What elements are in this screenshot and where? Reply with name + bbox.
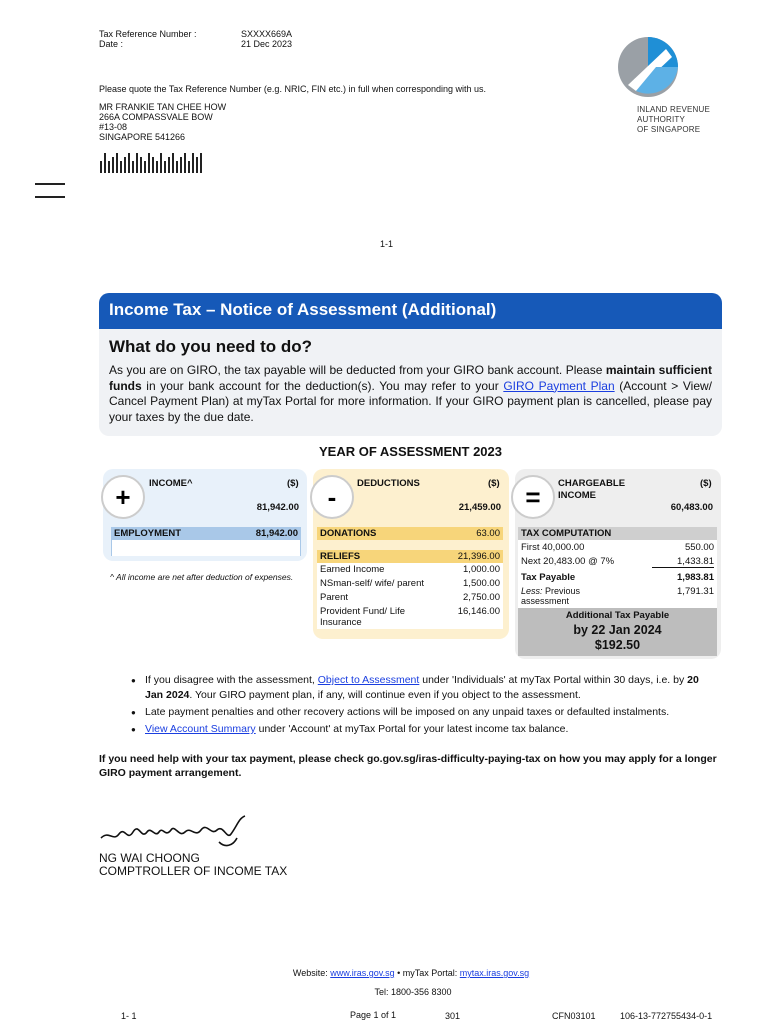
- address-block: [99, 102, 226, 142]
- relief-row: [320, 564, 500, 575]
- giro-payment-plan-link[interactable]: GIRO Payment Plan: [503, 378, 615, 393]
- mytax-portal-link[interactable]: mytax.iras.gov.sg: [459, 968, 530, 978]
- equals-icon: =: [511, 475, 555, 519]
- relief-label: Parent: [320, 592, 348, 603]
- relief-row: [320, 606, 500, 628]
- footer-ref: 106-13-772755434-0-1: [620, 1011, 713, 1021]
- relief-row: [320, 592, 500, 603]
- deductions-total: 21,459.00: [458, 502, 501, 513]
- chargeable-total: 60,483.00: [670, 502, 713, 513]
- relief-label: Provident Fund/ Life Insurance: [320, 606, 406, 628]
- income-note: ^ All income are net after deduction of expenses.: [110, 572, 294, 582]
- relief-value: 1,500.00: [463, 578, 500, 589]
- reliefs-row: [317, 550, 503, 563]
- tax-ref-label: Tax Reference Number :: [99, 29, 197, 39]
- signatory-block: [99, 852, 287, 878]
- todo-bold-part: maintain sufficient funds: [109, 363, 712, 393]
- tax-computation-label: TAX COMPUTATION: [518, 527, 717, 540]
- note-text: . Your GIRO payment plan, if any, will continue even if you object to the assessment.: [189, 689, 581, 701]
- address-line: SINGAPORE 541266: [99, 132, 186, 142]
- footer-links: [0, 968, 768, 978]
- todo-text-part: As you are on GIRO, the tax payable will be deducted from your GIRO bank account. Please: [109, 363, 606, 377]
- relief-value: 2,750.00: [463, 592, 500, 603]
- note-text: under 'Individuals' at myTax Portal within 30 days, i.e. by: [419, 674, 688, 686]
- note-item: [131, 722, 716, 737]
- tax-reference-block: [99, 29, 292, 49]
- additional-tax-amount: $192.50: [594, 638, 641, 652]
- what-to-do-panel: [99, 329, 722, 436]
- address-line: #13-08: [99, 122, 128, 132]
- iras-logo-text: [637, 105, 710, 135]
- help-text: If you need help with your tax payment, please check go.gov.sg/iras-difficulty-paying-tax on how you may apply for a longer GIRO payment arrangement.: [99, 753, 717, 779]
- tax-payable-value: 1,983.81: [677, 572, 714, 583]
- quote-note: Please quote the Tax Reference Number (e.g. NRIC, FIN etc.) in full when corresponding with us.: [99, 84, 487, 94]
- address-line: MR FRANKIE TAN CHEE HOW: [99, 102, 227, 112]
- reliefs-value: 21,396.00: [457, 551, 500, 562]
- tax-ref-value: SXXXX669A: [241, 29, 293, 39]
- signature-icon: [99, 812, 259, 852]
- tax-row: [521, 556, 714, 568]
- todo-text-part: (Account > View/ Cancel Payment Plan) at myTax Portal for more information. If your GIRO payment plan is cancelled, please pay your taxes by the due date.: [109, 378, 712, 424]
- reliefs-label: RELIEFS: [320, 551, 361, 562]
- previous-assessment-row: [521, 586, 714, 606]
- less-label: Previous assessment: [521, 586, 581, 606]
- footer-num: 301: [445, 1011, 461, 1021]
- iras-logo-icon: [616, 35, 680, 99]
- employment-spacer: [111, 540, 301, 556]
- donations-row: [317, 527, 503, 540]
- website-label: Website:: [292, 968, 331, 978]
- note-bold: 20 Jan 2024: [145, 674, 699, 701]
- note-item: [131, 673, 716, 703]
- notes-list: [131, 673, 716, 739]
- relief-value: 16,146.00: [457, 606, 500, 617]
- tax-row-label: First 40,000.00: [521, 542, 585, 553]
- note-text: under 'Account' at myTax Portal for your latest income tax balance.: [255, 723, 569, 735]
- date-value: 21 Dec 2023: [241, 39, 293, 49]
- employment-value: 81,942.00: [255, 528, 298, 539]
- donations-label: DONATIONS: [320, 528, 377, 539]
- iras-logo: [616, 35, 680, 104]
- todo-text-part: in your bank account for the deduction(s). You may refer to your: [141, 378, 504, 393]
- what-to-do-text: [109, 363, 712, 425]
- employment-label: EMPLOYMENT: [114, 528, 182, 539]
- date-label: Date :: [99, 39, 124, 49]
- footer-cfn: CFN03101: [552, 1011, 596, 1021]
- tax-payable-row: [521, 572, 714, 583]
- logo-line: OF SINGAPORE: [637, 125, 701, 134]
- additional-tax-label: Additional Tax Payable: [565, 610, 670, 621]
- minus-icon: -: [310, 475, 354, 519]
- logo-line: AUTHORITY: [637, 115, 686, 124]
- plus-icon: +: [101, 475, 145, 519]
- tax-payable-label: Tax Payable: [521, 572, 576, 583]
- deductions-label: DEDUCTIONS: [357, 478, 420, 489]
- chargeable-unit: ($): [700, 478, 712, 489]
- income-label: INCOME^: [149, 478, 193, 489]
- less-prefix: Less:: [521, 586, 543, 596]
- previous-assessment-label: [521, 586, 601, 606]
- additional-tax-payable-box: [518, 608, 717, 656]
- object-to-assessment-link[interactable]: Object to Assessment: [317, 674, 420, 686]
- note-text: If you disagree with the assessment,: [145, 674, 318, 686]
- chargeable-label: CHARGEABLE INCOME: [558, 478, 626, 501]
- income-total: 81,942.00: [256, 502, 299, 513]
- notice-title-banner: [99, 293, 722, 329]
- relief-value: 1,000.00: [463, 564, 500, 575]
- tax-row-value: 550.00: [684, 542, 714, 553]
- view-account-summary-link[interactable]: View Account Summary: [145, 723, 256, 735]
- relief-rows: [317, 563, 503, 629]
- footer-page: Page 1 of 1: [350, 1010, 397, 1020]
- relief-row: [320, 578, 500, 589]
- footer-left-code: 1- 1: [121, 1011, 137, 1021]
- relief-label: Earned Income: [320, 564, 385, 575]
- fold-mark: [35, 196, 65, 198]
- signatory-name: NG WAI CHOONG: [99, 851, 200, 865]
- address-line: 266A COMPASSVALE BOW: [99, 112, 213, 122]
- footer-tel: Tel: 1800-356 8300: [374, 987, 452, 997]
- tax-row-label: Next 20,483.00 @ 7%: [521, 556, 615, 567]
- tax-row-value: 1,433.81: [652, 556, 714, 568]
- fold-mark: [35, 183, 65, 185]
- relief-label: NSman-self/ wife/ parent: [320, 578, 425, 589]
- iras-website-link[interactable]: www.iras.gov.sg: [330, 968, 395, 978]
- note-item: ● Late payment penalties and other recovery actions will be imposed on any unpaid taxes or defaulted instalments.: [131, 705, 716, 720]
- donations-value: 63.00: [476, 528, 500, 539]
- what-to-do-heading: What do you need to do?: [109, 337, 313, 356]
- page-marker: 1-1: [380, 239, 394, 249]
- tax-row: [521, 542, 714, 553]
- tax-computation-table: [518, 540, 717, 608]
- logo-line: INLAND REVENUE: [637, 105, 711, 114]
- postal-barcode: [100, 153, 202, 173]
- previous-assessment-value: 1,791.31: [677, 586, 714, 597]
- employment-row: [111, 527, 301, 540]
- deductions-unit: ($): [488, 478, 500, 489]
- signatory-title: COMPTROLLER OF INCOME TAX: [99, 864, 288, 878]
- income-unit: ($): [287, 478, 299, 489]
- portal-label: • myTax Portal:: [394, 968, 460, 978]
- additional-tax-due: by 22 Jan 2024: [573, 623, 662, 637]
- year-of-assessment: YEAR OF ASSESSMENT 2023: [318, 444, 502, 459]
- notice-title: Income Tax – Notice of Assessment (Additional): [109, 300, 497, 319]
